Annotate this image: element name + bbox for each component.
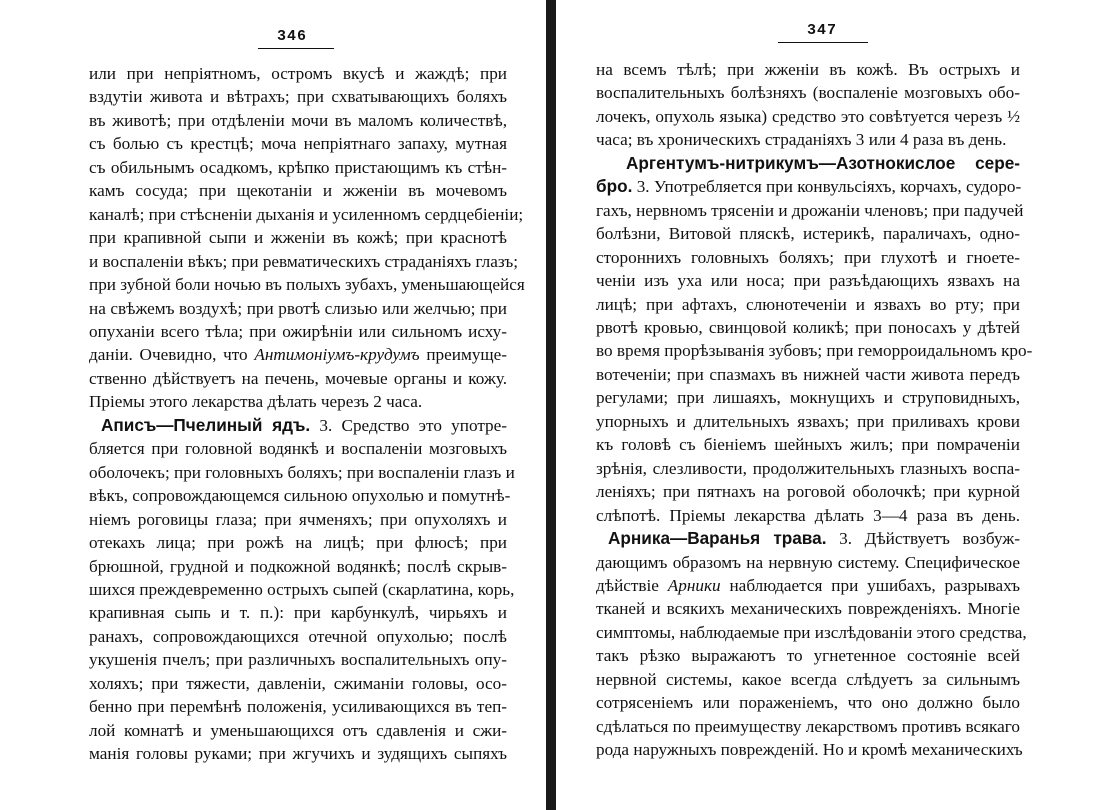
text-line: шихся преждевременно острыхъ сыпей (скарлатина, корь, (89, 579, 515, 599)
text-line: бляется при головной водянкѣ и воспаленіи мозговыхъ (89, 439, 507, 459)
text-line: рода наружныхъ поврежденій. Но и кромѣ механическихъ (596, 740, 1023, 760)
text-line: вотеченіи; при спазмахъ въ нижней части живота передъ (596, 364, 1020, 384)
text-line: во время прорѣзыванія зубовъ; при геморроидальномъ кро- (596, 341, 1033, 361)
text-line: сотрясеніемъ или пораженіемъ, что оно должно было (596, 693, 1020, 713)
text-line: воспалительныхъ болѣзняхъ (воспаленіе мозговыхъ обо- (596, 83, 1020, 103)
text-line: нервной системы, какое всегда слѣдуетъ за сильнымъ (596, 669, 1020, 689)
text-line: брюшной, грудной и подкожной водянкѣ; послѣ скрыв- (89, 556, 507, 576)
text-segment: дѣйствіе (596, 575, 668, 595)
text-line: къ головѣ съ біеніемъ шейныхъ жилъ; при помраченіи (596, 435, 1020, 455)
text-line: ственно дѣйствуетъ на печень, мочевые органы и кожу. (89, 368, 507, 388)
text-line: леніяхъ; при пятнахъ на роговой оболочкѣ; при курной (596, 482, 1020, 502)
text-line: или при непріятномъ, остромъ вкусѣ и жаждѣ; при (89, 64, 507, 83)
left-body-text (89, 62, 525, 766)
text-line: камъ сосуда; при щекотаніи и жженіи въ мочевомъ (89, 181, 507, 201)
entry-heading: бро. (596, 176, 633, 197)
text-line: дающимъ образомъ на нервную систему. Специфическое (596, 552, 1020, 572)
text-line: часа; въ хроническихъ страданіяхъ 3 или 4 раза въ день. (596, 130, 1007, 150)
left-page (0, 0, 548, 810)
text-line: крапивная сыпь и т. п.): при карбункулѣ, чирьяхъ и (89, 603, 507, 623)
text-line: тканей и всякихъ механическихъ поврежденіяхъ. Многіе (596, 599, 1020, 619)
text-line: рвотѣ кровью, свинцовой коликѣ; при поносахъ у дѣтей (596, 317, 1020, 337)
text-line: холяхъ; при тяжести, давленіи, сжиманіи головы, осо- (89, 673, 507, 693)
entry-heading: Аргентумъ-нитрикумъ—Азотнокислое сере- (626, 152, 1020, 173)
entry-heading: Арника—Варанья трава. (608, 528, 827, 549)
text-line: зрѣнія, слезливости, продолжительныхъ глазныхъ воспа- (596, 458, 1020, 478)
page-number-rule (258, 48, 334, 49)
text-segment: преимуще- (419, 345, 507, 365)
text-line: каналѣ; при стѣсненіи дыханія и усиленномъ сердцебіеніи; (89, 204, 524, 224)
text-segment: 3. Употребляется при конвульсіяхъ, корчахъ, судоро- (632, 177, 1022, 197)
text-line: лой комнатѣ и уменьшающихся отъ сдавленія и сжи- (89, 720, 507, 740)
italic-term: Антимоніумъ-крудумъ (254, 345, 420, 365)
text-line: на всемъ тѣлѣ; при жженіи въ кожѣ. Въ острыхъ и (596, 60, 1020, 79)
text-line: при крапивной сыпи и жженіи въ кожѣ; при краснотѣ (89, 228, 507, 248)
text-line: гахъ, нервномъ трясеніи и дрожаніи членовъ; при падучей (596, 200, 1024, 220)
text-line: регулами; при лишаяхъ, мокнущихъ и струповидныхъ, (596, 388, 1020, 408)
text-line (596, 574, 1020, 597)
text-segment: 3. Средство это употре- (310, 415, 507, 435)
text-line (596, 527, 1020, 550)
entry-heading: Аписъ—Пчелиный ядъ. (101, 414, 311, 435)
text-line (596, 175, 1020, 198)
text-segment: 3. Дѣйствуетъ возбуж- (826, 529, 1020, 549)
page-number-rule (778, 42, 868, 43)
text-line: бенно при перемѣнѣ положенія, усиливающихся въ теп- (89, 697, 507, 717)
text-line: Пріемы этого лекарства дѣлать черезъ 2 часа. (89, 392, 423, 412)
text-line: болѣзни, Витовой пляскѣ, истерикѣ, параличахъ, одно- (596, 224, 1020, 244)
text-line: въ животѣ; при отдѣленіи мочи въ маломъ количествѣ, (89, 110, 507, 130)
text-line: манія головы руками; при жгучихъ и зудящихъ сыпяхъ (89, 744, 507, 764)
text-line: оболочекъ; при головныхъ боляхъ; при воспаленіи глазъ и (89, 462, 515, 482)
text-line: опуханіи всего тѣла; при ожирѣніи или сильномъ исху- (89, 321, 507, 341)
text-line: сдѣлаться по преимуществу лекарствомъ противъ всякаго (596, 716, 1020, 736)
text-line: вздутіи живота и вѣтрахъ; при схватывающихъ боляхъ (89, 87, 507, 107)
text-line: съ болью съ крестцѣ; моча непріятнаго запаху, мутная (89, 134, 507, 154)
text-line: ранахъ, сопровождающихся отечной опухолью; послѣ (89, 626, 507, 646)
text-line: и воспаленіи вѣкъ; при ревматическихъ страданіяхъ глазъ; (89, 251, 519, 271)
text-line: стороннихъ головныхъ боляхъ; при глухотѣ и гноете- (596, 247, 1020, 267)
text-line: ніемъ роговицы глаза; при ячменяхъ; при опухоляхъ и (89, 509, 507, 529)
text-line: при зубной боли ночью въ полыхъ зубахъ, уменьшающейся (89, 275, 525, 295)
page-number: 346 (276, 28, 307, 45)
text-line: на свѣжемъ воздухѣ; при рвотѣ слизью или желчью; при (89, 298, 507, 318)
text-line: съ обильнымъ осадкомъ, крѣпко пристающимъ къ стѣн- (89, 157, 507, 177)
page-number: 347 (806, 22, 837, 39)
text-line: слѣпотѣ. Пріемы лекарства дѣлать 3—4 раза въ день. (596, 505, 1020, 525)
text-segment: даніи. Очевидно, что (89, 345, 255, 365)
text-segment: наблюдается при ушибахъ, разрывахъ (720, 575, 1020, 595)
right-body-text (596, 58, 1033, 762)
text-line: симптомы, наблюдаемые при изслѣдованіи этого средства, (596, 622, 1027, 642)
text-line: такъ рѣзко выражаютъ то угнетенное состояніе всей (596, 646, 1020, 666)
text-line: укушенія пчелъ; при различныхъ воспалительныхъ опу- (89, 650, 507, 670)
text-line: отекахъ лица; при рожѣ на лицѣ; при флюсѣ; при (89, 533, 507, 553)
text-line: вѣкъ, сопровождающемся сильною опухолью и помутнѣ- (89, 486, 511, 506)
text-line (89, 414, 507, 437)
text-line (89, 343, 507, 366)
text-line: лочекъ, опухоль языка) средство это совѣтуется черезъ ½ (596, 106, 1020, 126)
text-line: упорныхъ и длительныхъ язвахъ; при приливахъ крови (596, 411, 1020, 431)
italic-term: Арники (667, 575, 721, 595)
text-line: ченіи изъ уха или носа; при разъѣдающихъ язвахъ на (596, 271, 1020, 291)
text-line: лицѣ; при афтахъ, слюнотеченіи и язвахъ во рту; при (596, 294, 1020, 314)
